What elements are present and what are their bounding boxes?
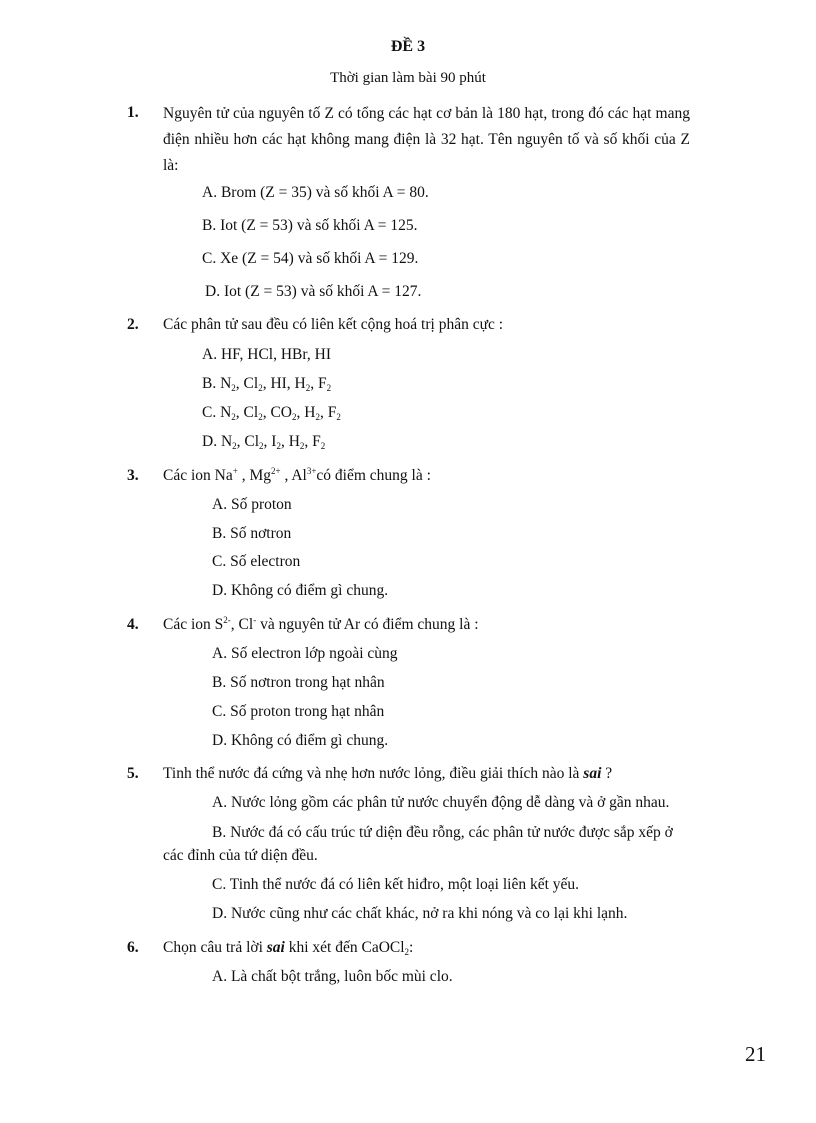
question-6-number: 6.	[127, 939, 139, 956]
exam-time-limit: Thời gian làm bài 90 phút	[330, 70, 486, 86]
question-5-text: Tinh thể nước đá cứng và nhẹ hơn nước lỏng, điều giải thích nào là sai ?	[163, 765, 613, 782]
question-3-option-b: B. Số nơtron	[212, 525, 292, 542]
question-3-text: Các ion Na+ , $Mg^{2+}$ , $Al^{3+}có$ điểm chung là :	[163, 466, 431, 484]
question-2-option-b: B. $N_2$, $Cl_2$, HI, $H_2$, $F_2$	[202, 375, 332, 393]
question-2-number: 2.	[127, 316, 139, 333]
question-1-option-a: A. Brom (Z = 35) và số khối A = 80.	[202, 184, 429, 201]
question-5-number: 5.	[127, 765, 139, 782]
question-2-option-a: A. HF, HCl, HBr, HI	[202, 346, 332, 363]
question-5-option-a: A. Nước lỏng gồm các phân tử nước chuyển động dễ dàng và ở gần nhau.	[212, 794, 670, 811]
exam-title: ĐỀ 3	[390, 38, 426, 55]
question-4-option-a: A. Số electron lớp ngoài cùng	[212, 645, 398, 662]
question-5-option-b-continued: các đỉnh của tứ diện đều.	[163, 847, 318, 864]
question-3-option-c: C. Số electron	[212, 553, 301, 570]
question-6-option-a: A. Là chất bột trắng, luôn bốc mùi clo.	[212, 968, 453, 985]
question-1-option-c: C. Xe (Z = 54) và số khối A = 129.	[202, 250, 419, 267]
question-2-option-d: D. $N_2$, $Cl_2$, $I_2$, $H_2$, $F_2$	[202, 433, 326, 451]
question-2-option-c: C. $N_2$, $Cl_2$, $CO_2$, $H_2$, $F_2$	[202, 404, 341, 422]
question-6-text: Chọn câu trả lời sai khi xét đến CaOCl$_2$:	[163, 939, 414, 957]
question-3-option-d: D. Không có điểm gì chung.	[212, 582, 389, 599]
question-4-option-b: B. Số nơtron trong hạt nhân	[212, 674, 385, 691]
question-1-option-d: D. Iot (Z = 53) và số khối A = 127.	[205, 283, 422, 300]
question-1-text: Nguyên tử của nguyên tố Z có tổng các hạt cơ bản là 180 hạt, trong đó các hạt mang điện nhiều hơn các hạt không mang điện là 32 hạt. Tên nguyên tố và số khối của Z là:	[163, 105, 690, 174]
question-4-number: 4.	[127, 616, 139, 633]
page-number: 21	[745, 1042, 766, 1066]
question-5-option-d: D. Nước cũng như các chất khác, nở ra khi nóng và co lại khi lạnh.	[212, 905, 628, 922]
question-1-option-b: B. Iot (Z = 53) và số khối A = 125.	[202, 217, 418, 234]
question-5-option-b: B. Nước đá có cấu trúc tứ diện đều rỗng, các phân tử nước được sắp xếp ở	[212, 824, 673, 841]
question-5-option-c: C. Tinh thể nước đá có liên kết hiđro, một loại liên kết yếu.	[212, 876, 580, 893]
question-3-option-a: A. Số proton	[212, 496, 292, 513]
question-4-option-d: D. Không có điểm gì chung.	[212, 732, 389, 749]
question-3-number: 3.	[127, 467, 139, 484]
question-4-option-c: C. Số proton trong hạt nhân	[212, 703, 385, 720]
question-4-text: Các ion $S^{2-}$, Cl- và nguyên tử Ar có điểm chung là :	[163, 615, 479, 633]
question-2-text: Các phân tử sau đều có liên kết cộng hoá trị phân cực :	[163, 316, 504, 333]
question-1-number: 1.	[127, 104, 139, 121]
